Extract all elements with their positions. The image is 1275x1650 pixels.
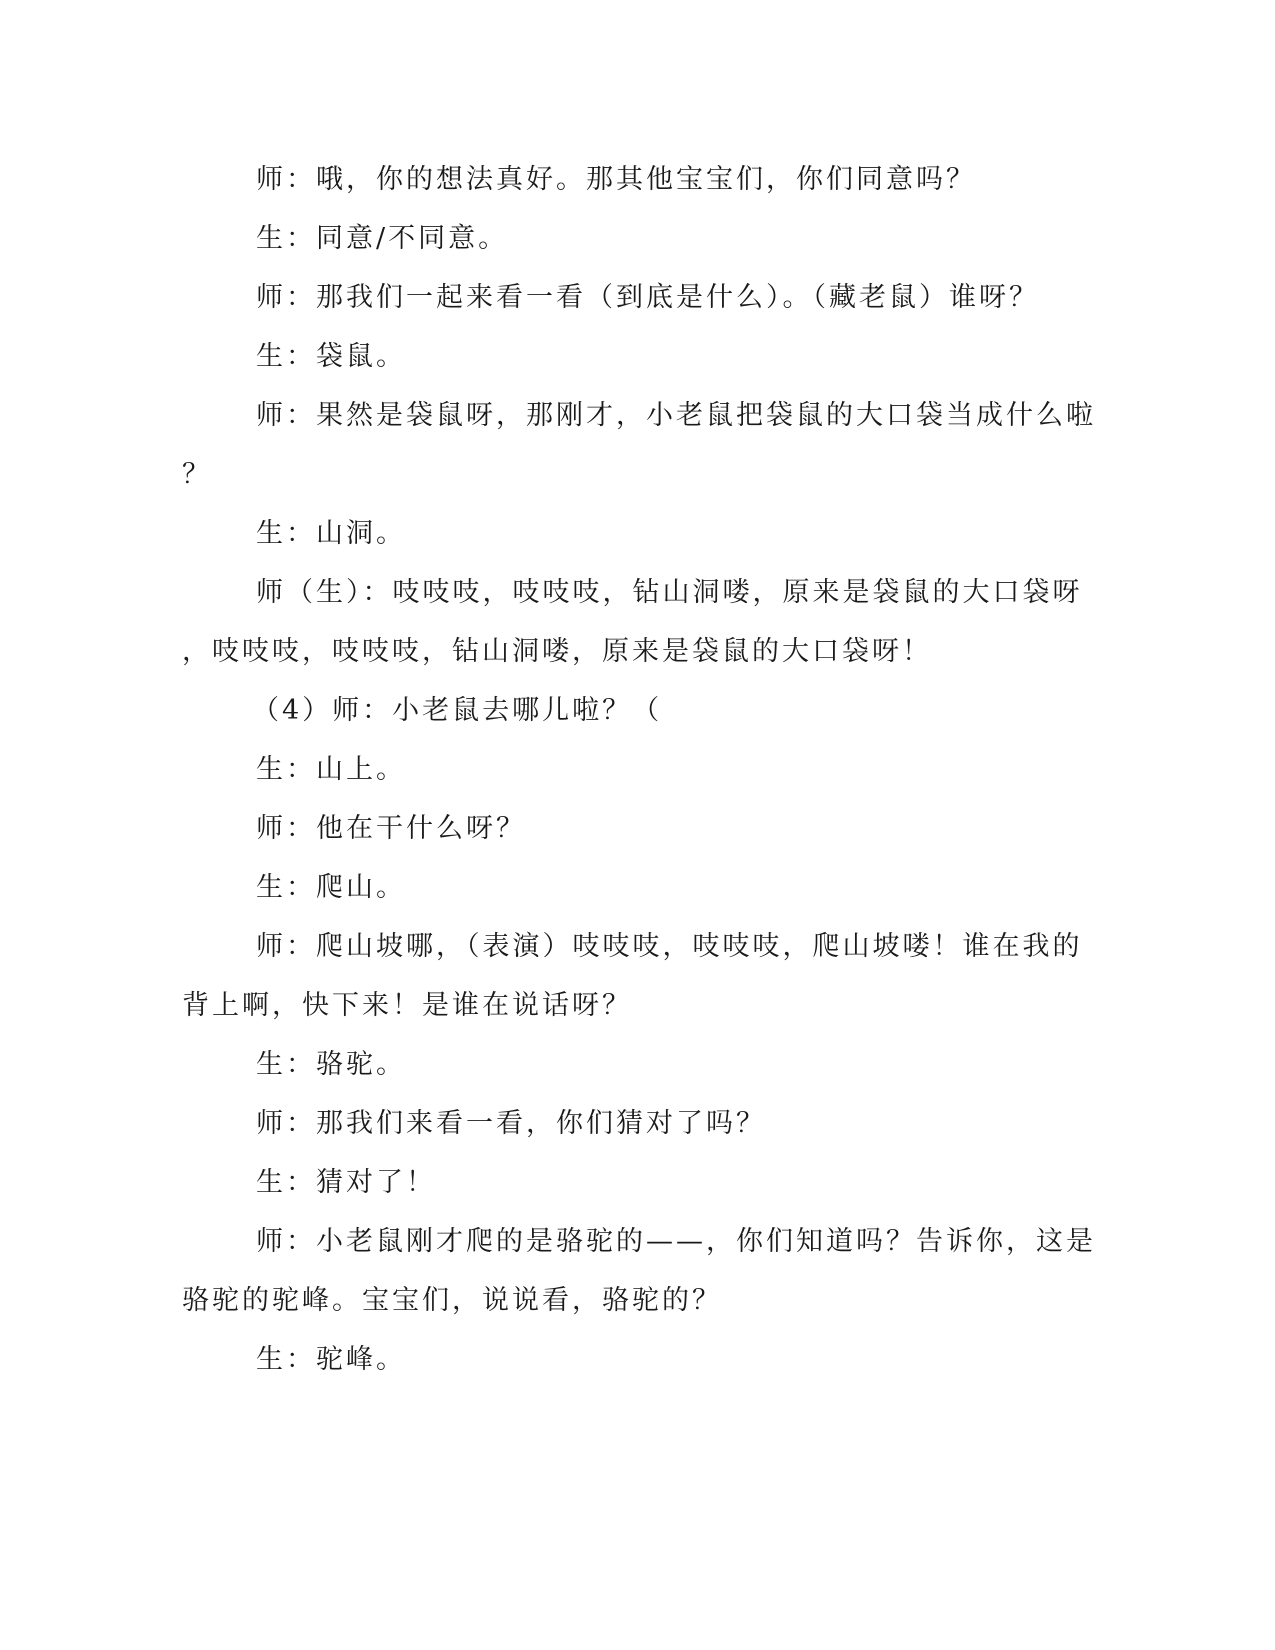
text-line: 生：骆驼。	[256, 1049, 406, 1080]
text-line: 师：果然是袋鼠呀，那刚才，小老鼠把袋鼠的大口袋当成什么啦	[256, 400, 1096, 431]
text-line: 骆驼的驼峰。宝宝们，说说看，骆驼的？	[182, 1285, 722, 1316]
text-line: 背上啊，快下来！是谁在说话呀？	[182, 990, 632, 1021]
text-line: 师：爬山坡哪，（表演）吱吱吱，吱吱吱，爬山坡喽！谁在我的	[256, 931, 1083, 962]
text-line: 师（生）：吱吱吱，吱吱吱，钻山洞喽，原来是袋鼠的大口袋呀	[256, 577, 1083, 608]
text-line: ，吱吱吱，吱吱吱，钻山洞喽，原来是袋鼠的大口袋呀！	[182, 636, 932, 667]
text-line: 师：小老鼠刚才爬的是骆驼的——，你们知道吗？告诉你，这是	[256, 1226, 1096, 1257]
text-line: 师：那我们一起来看一看（到底是什么）。（藏老鼠）谁呀？	[256, 282, 1039, 313]
text-line: 师：哦，你的想法真好。那其他宝宝们，你们同意吗？	[256, 164, 976, 195]
text-line: 生：山上。	[256, 754, 406, 785]
text-line: （4）师：小老鼠去哪儿啦？（	[252, 695, 663, 726]
text-line: 生：猜对了！	[256, 1167, 436, 1198]
text-line: 生：驼峰。	[256, 1344, 406, 1375]
text-line: 生：爬山。	[256, 872, 406, 903]
text-line: 生：山洞。	[256, 518, 406, 549]
text-line: 师：他在干什么呀？	[256, 813, 526, 844]
text-line: 师：那我们来看一看，你们猜对了吗？	[256, 1108, 766, 1139]
text-line: ？	[182, 459, 212, 490]
text-line: 生：同意/不同意。	[256, 223, 509, 254]
text-line: 生：袋鼠。	[256, 341, 406, 372]
